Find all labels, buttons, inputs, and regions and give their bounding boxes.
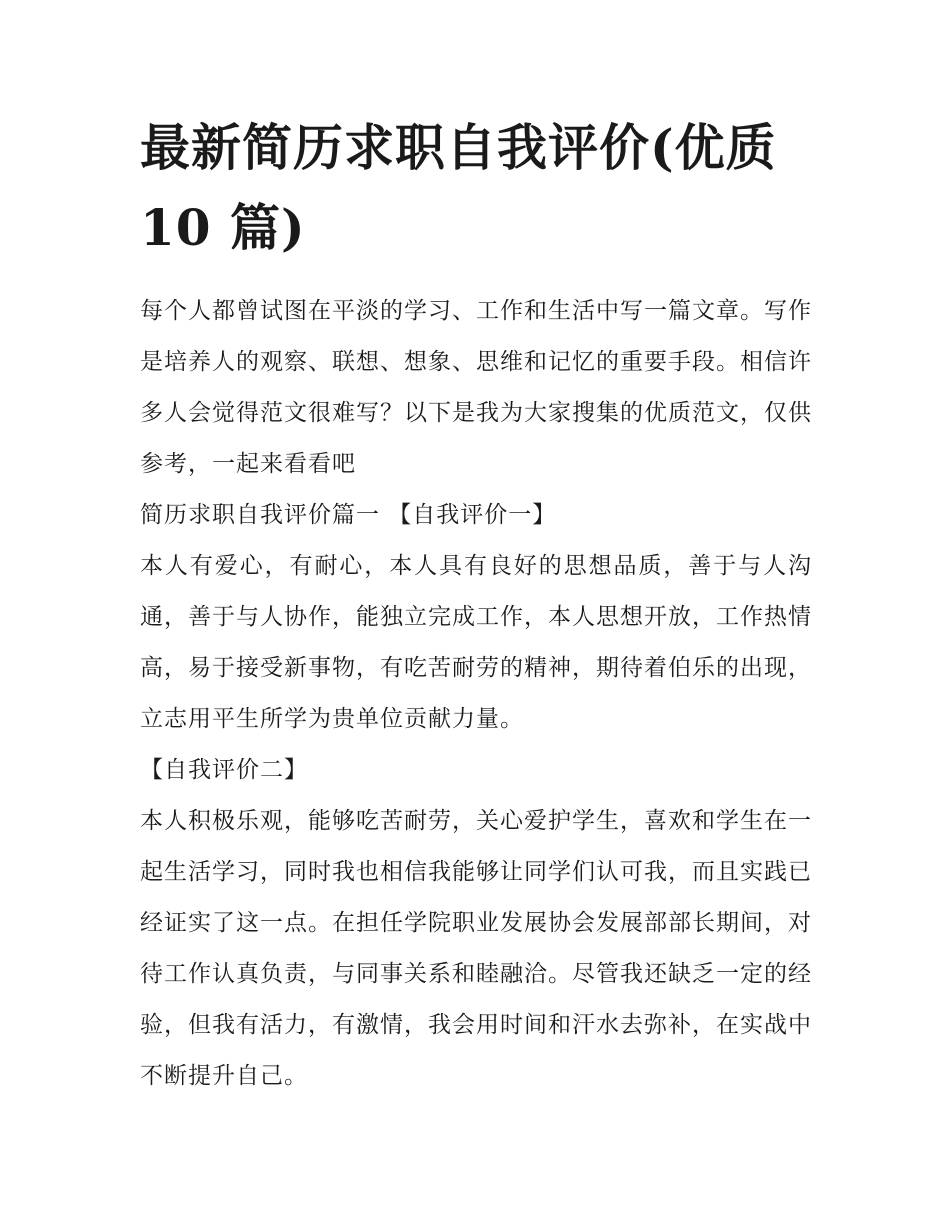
document-page <box>140 108 812 1102</box>
paragraph-self-evaluation-one: 本人有爱心，有耐心，本人具有良好的思想品质，善于与人沟通，善于与人协作，能独立完成工作，本人思想开放，工作热情高，易于接受新事物，有吃苦耐劳的精神，期待着伯乐的出现，立志用平生所学为贵单位贡献力量。 <box>140 553 812 732</box>
section-heading-one: 简历求职自我评价篇一 【自我评价一】 <box>140 502 557 528</box>
paragraph-intro: 每个人都曾试图在平淡的学习、工作和生活中写一篇文章。写作是培养人的观察、联想、想象、思维和记忆的重要手段。相信许多人会觉得范文很难写？以下是我为大家搜集的优质范文，仅供参考，一起来看看吧 <box>140 298 812 477</box>
document-title: 最新简历求职自我评价(优质 10 篇) <box>140 118 777 257</box>
section-heading-two: 【自我评价二】 <box>140 757 308 783</box>
paragraph-self-evaluation-two: 本人积极乐观，能够吃苦耐劳，关心爱护学生，喜欢和学生在一起生活学习，同时我也相信我能够让同学们认可我，而且实践已经证实了这一点。在担任学院职业发展协会发展部部长期间，对待工作认真负责，与同事关系和睦融洽。尽管我还缺乏一定的经验，但我有活力，有激情，我会用时间和汗水去弥补，在实战中不断提升自己。 <box>140 808 812 1089</box>
